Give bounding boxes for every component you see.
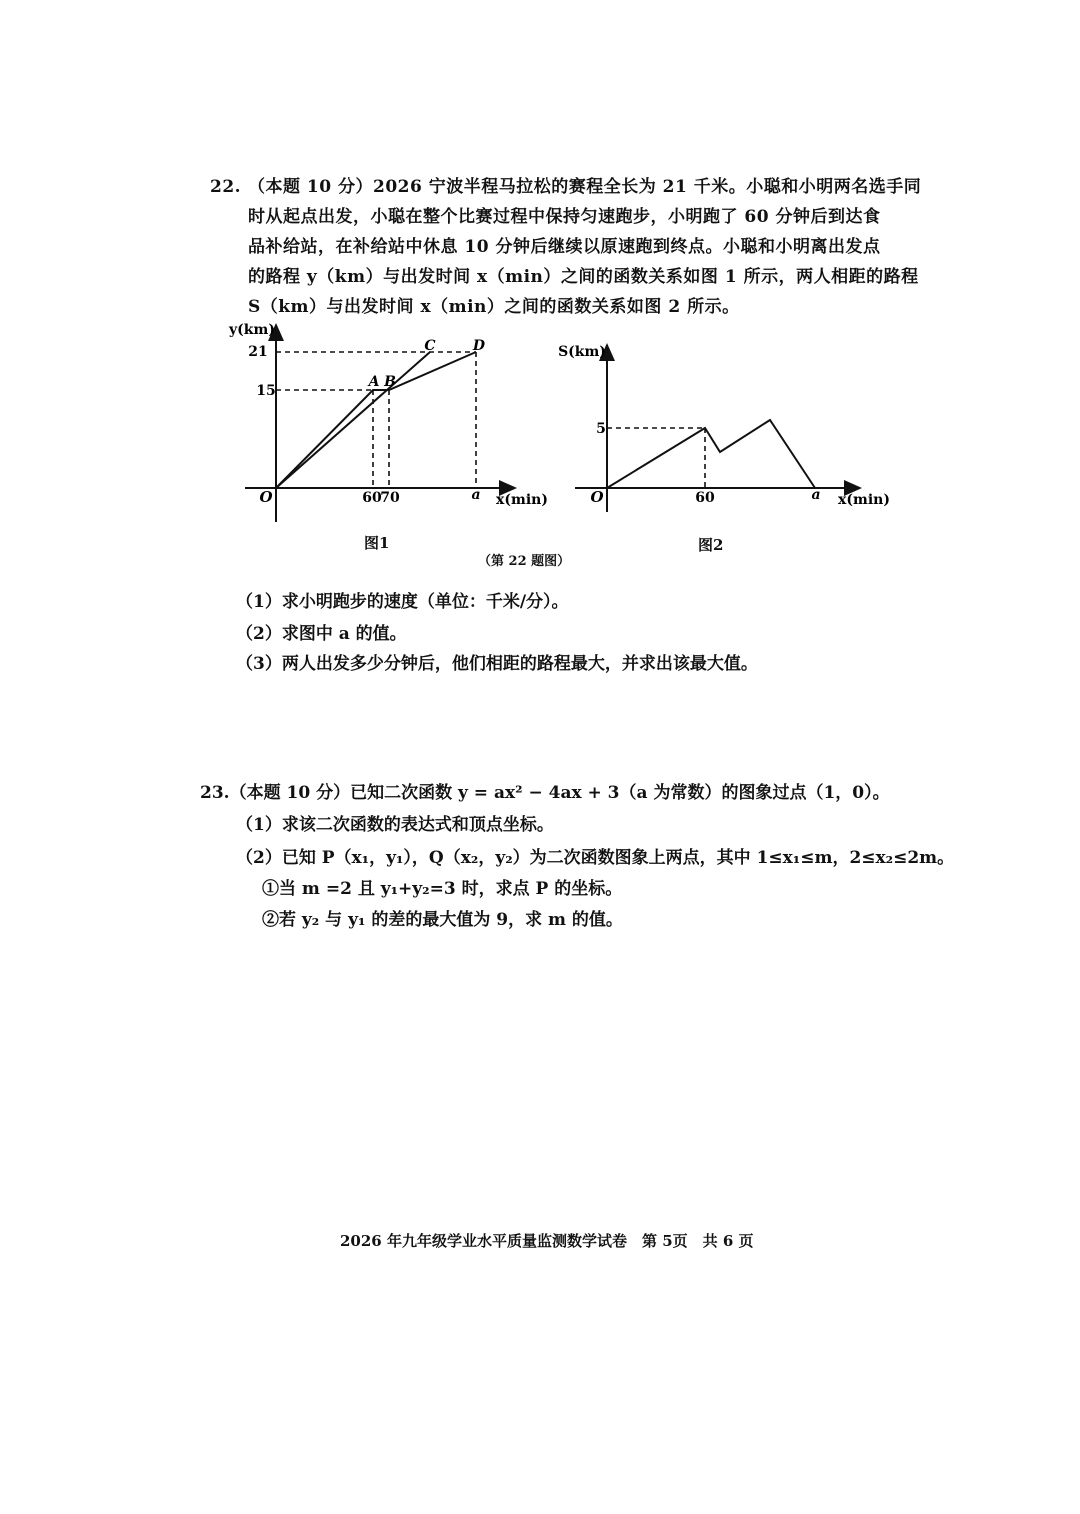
fig1-tick-21: 21 xyxy=(248,344,268,360)
q22-line-1: （本题 10 分）2026 宁波半程马拉松的赛程全长为 21 千米。小聪和小明两名选手同 xyxy=(248,177,922,197)
fig2-x-label: x(min) xyxy=(838,492,890,508)
fig2-y-label: S(km) xyxy=(558,344,606,360)
q22-line-4: 的路程 y（km）与出发时间 x（min）之间的函数关系如图 1 所示，两人相距的路程 xyxy=(248,267,919,287)
q22-sub-3: （3）两人出发多少分钟后，他们相距的路程最大，并求出该最大值。 xyxy=(236,654,758,674)
page-footer: 2026 年九年级学业水平质量监测数学试卷 第 5页 共 6 页 xyxy=(340,1232,754,1250)
q22-line-3: 品补给站，在补给站中休息 10 分钟后继续以原速跑到终点。小聪和小明离出发点 xyxy=(248,237,881,257)
fig1-point-C: C xyxy=(424,338,436,354)
q22-number: 22. xyxy=(210,177,242,197)
q23-sub-2a: ①当 m =2 且 y₁+y₂=3 时，求点 P 的坐标。 xyxy=(262,879,623,899)
q22-sub-1: （1）求小明跑步的速度（单位：千米/分）。 xyxy=(236,592,569,612)
fig2-tick-5: 5 xyxy=(596,421,606,437)
q22-line-5: S（km）与出发时间 x（min）之间的函数关系如图 2 所示。 xyxy=(248,297,740,317)
fig1-point-A: A xyxy=(368,374,380,390)
q22-sub-2: （2）求图中 a 的值。 xyxy=(236,624,407,644)
fig1-point-B: B xyxy=(384,374,396,390)
figure-1 xyxy=(220,315,550,525)
fig1-line-xiaocong xyxy=(276,352,430,488)
q23-sub-2: （2）已知 P（x₁，y₁），Q（x₂，y₂）为二次函数图象上两点，其中 1≤x₁≤m，2≤x₂≤2m。 xyxy=(236,848,955,868)
fig2-line-distance xyxy=(607,420,815,488)
q22-line-2: 时从起点出发，小聪在整个比赛过程中保持匀速跑步，小明跑了 60 分钟后到达食 xyxy=(248,207,881,227)
q23-sub-2b: ②若 y₂ 与 y₁ 的差的最大值为 9，求 m 的值。 xyxy=(262,910,623,930)
fig1-y-label: y(km) xyxy=(229,322,275,338)
fig1-line-xiaoming xyxy=(276,352,476,488)
q23-stem: 23.（本题 10 分）已知二次函数 y = ax² − 4ax + 3（a 为常数）的图象过点（1，0）。 xyxy=(200,783,890,803)
fig2-tick-a: a xyxy=(811,487,821,503)
fig2-tick-60: 60 xyxy=(695,490,715,506)
q23-sub-1: （1）求该二次函数的表达式和顶点坐标。 xyxy=(236,815,554,835)
figure-2 xyxy=(558,335,900,515)
fig1-x-label: x(min) xyxy=(496,492,548,508)
fig1-caption: 图1 xyxy=(364,534,390,552)
fig1-origin: O xyxy=(259,488,273,506)
fig1-tick-60: 60 xyxy=(362,490,382,506)
fig1-tick-a: a xyxy=(471,487,481,503)
fig1-point-D: D xyxy=(472,338,486,354)
figure-caption: （第 22 题图） xyxy=(478,554,571,569)
fig2-origin: O xyxy=(590,488,604,506)
fig1-tick-70: 70 xyxy=(380,490,400,506)
fig1-tick-15: 15 xyxy=(256,383,276,399)
fig2-caption: 图2 xyxy=(698,536,724,554)
